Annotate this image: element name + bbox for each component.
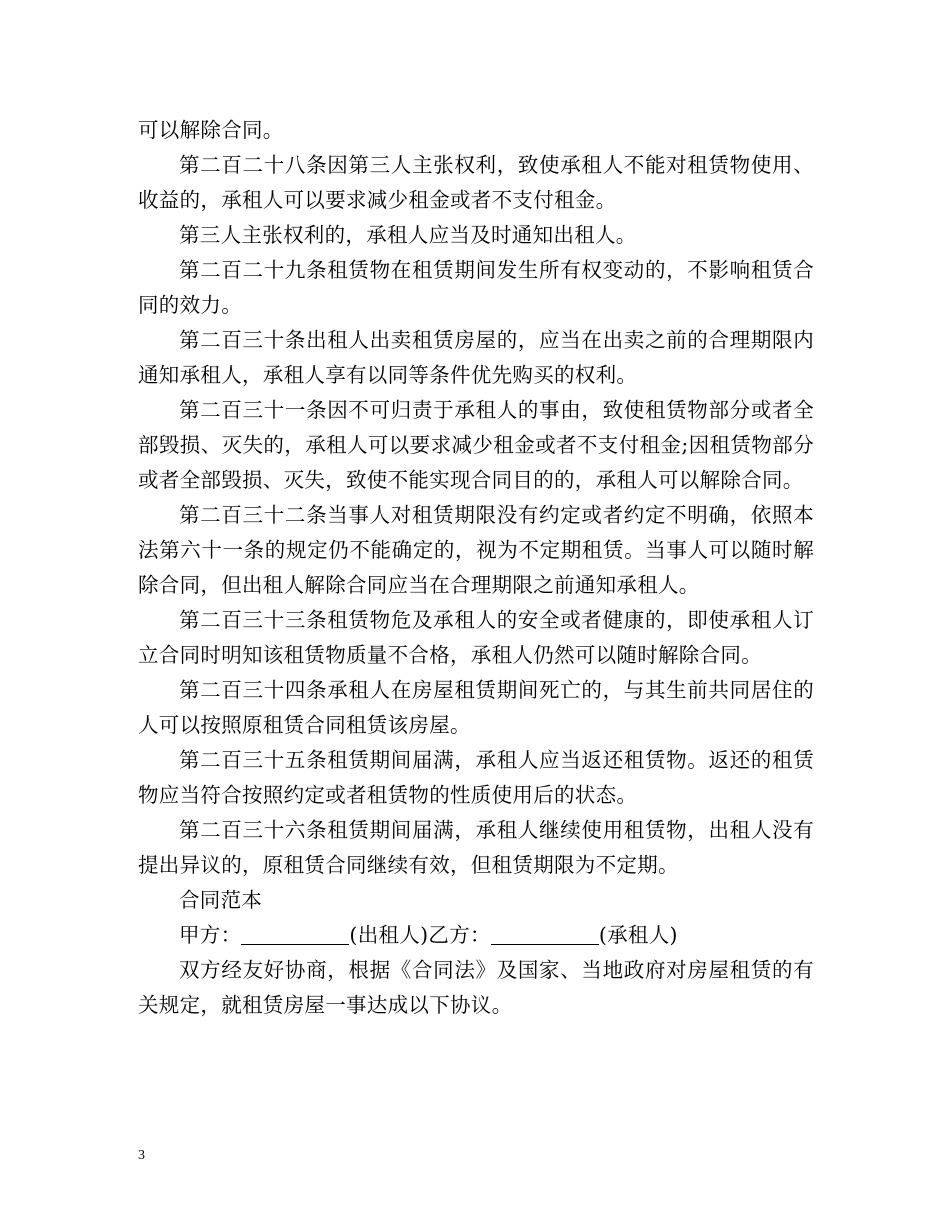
article-228-notice: 第三人主张权利的，承租人应当及时通知出租人。	[179, 223, 637, 247]
article-229: 第二百二十九条租赁物在租赁期间发生所有权变动的，不影响租赁合同的效力。	[138, 258, 814, 317]
article-234: 第二百三十四条承租人在房屋租赁期间死亡的，与其生前共同居住的人可以按照原租赁合同租赁该房屋。	[138, 678, 814, 737]
page-number: 3	[138, 1148, 145, 1163]
article-230: 第二百三十条出租人出卖租赁房屋的，应当在出卖之前的合理期限内通知承租人，承租人享有以同等条件优先购买的权利。	[138, 328, 814, 387]
document-body	[138, 113, 814, 1023]
party-b-label: 乙方：	[428, 923, 491, 947]
party-a-blank	[241, 924, 349, 945]
article-236: 第二百三十六条租赁期间届满，承租人继续使用租赁物，出租人没有提出异议的，原租赁合同继续有效，但租赁期限为不定期。	[138, 818, 814, 877]
paragraph-0: 可以解除合同。	[138, 118, 284, 142]
party-a-label: 甲方：	[179, 923, 242, 947]
closing-paragraph: 双方经友好协商，根据《合同法》及国家、当地政府对房屋租赁的有关规定，就租赁房屋一事达成以下协议。	[138, 958, 814, 1017]
article-232: 第二百三十二条当事人对租赁期限没有约定或者约定不明确，依照本法第六十一条的规定仍不能确定的，视为不定期租赁。当事人可以随时解除合同，但出租人解除合同应当在合理期限之前通知承租人。	[138, 503, 814, 597]
party-a-role: (出租人)	[349, 923, 429, 947]
article-231: 第二百三十一条因不可归责于承租人的事由，致使租赁物部分或者全部毁损、灭失的，承租人可以要求减少租金或者不支付租金;因租赁物部分或者全部毁损、灭失，致使不能实现合同目的的，承租人可以解除合同。	[138, 398, 814, 492]
contract-template-heading: 合同范本	[179, 888, 263, 912]
article-233: 第二百三十三条租赁物危及承租人的安全或者健康的，即使承租人订立合同时明知该租赁物质量不合格，承租人仍然可以随时解除合同。	[138, 608, 814, 667]
party-b-blank	[491, 924, 599, 945]
article-228: 第二百二十八条因第三人主张权利，致使承租人不能对租赁物使用、收益的，承租人可以要求减少租金或者不支付租金。	[138, 153, 814, 212]
article-235: 第二百三十五条租赁期间届满，承租人应当返还租赁物。返还的租赁物应当符合按照约定或者租赁物的性质使用后的状态。	[138, 748, 814, 807]
party-b-role: (承租人)	[598, 923, 678, 947]
parties-line	[138, 918, 814, 953]
